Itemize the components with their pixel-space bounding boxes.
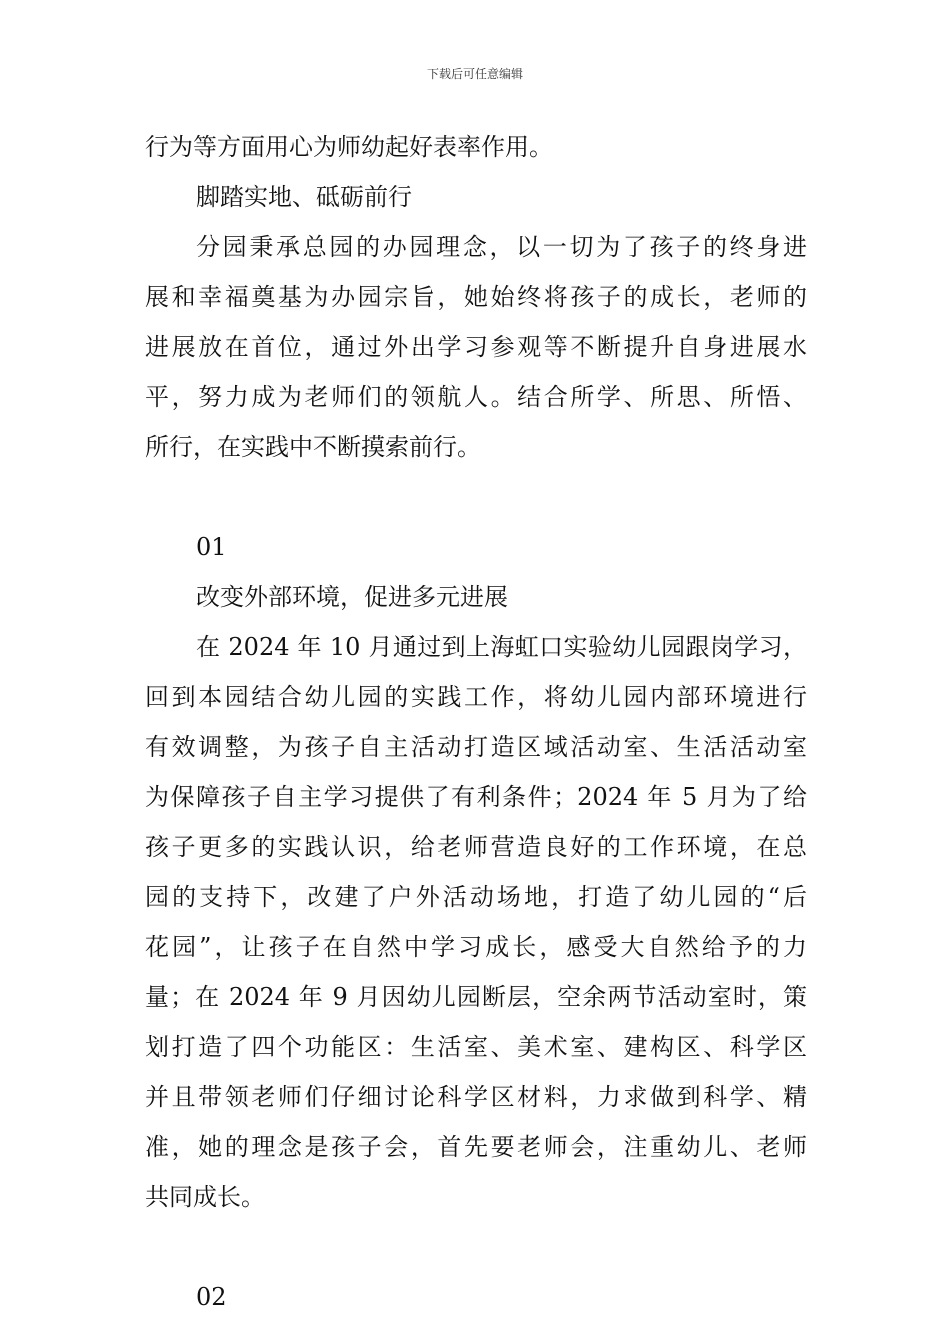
- text-line: 回到本园结合幼儿园的实践工作，将幼儿园内部环境进行: [145, 683, 807, 711]
- section-number: 01: [196, 533, 227, 561]
- text-line: 进展放在首位，通过外出学习参观等不断提升自身进展水: [145, 333, 807, 361]
- section-number: 02: [196, 1283, 227, 1311]
- text-line: 分园秉承总园的办园理念，以一切为了孩子的终身进: [196, 233, 807, 261]
- document-body: [145, 122, 807, 1322]
- section-heading: 脚踏实地、砥砺前行: [196, 183, 412, 211]
- text-line: 园的支持下，改建了户外活动场地，打造了幼儿园的“后: [145, 883, 807, 911]
- page-header-note: 下载后可任意编辑: [426, 67, 523, 81]
- text-line: 展和幸福奠基为办园宗旨，她始终将孩子的成长，老师的: [145, 283, 807, 311]
- text-line: 花园”，让孩子在自然中学习成长，感受大自然给予的力: [145, 933, 807, 961]
- spacer: [145, 472, 807, 522]
- text-line: 量；在 2024 年 9 月因幼儿园断层，空余两节活动室时，策: [145, 983, 807, 1011]
- text-line: 共同成长。: [145, 1183, 265, 1211]
- spacer: [145, 1222, 807, 1272]
- text-line: 有效调整，为孩子自主活动打造区域活动室、生活活动室: [145, 733, 807, 761]
- text-line: 并且带领老师们仔细讨论科学区材料，力求做到科学、精: [145, 1083, 807, 1111]
- text-line: 孩子更多的实践认识，给老师营造良好的工作环境，在总: [145, 833, 807, 861]
- text-line: 行为等方面用心为师幼起好表率作用。: [145, 133, 553, 161]
- subsection-heading: 改变外部环境，促进多元进展: [196, 583, 508, 611]
- text-line: 所行，在实践中不断摸索前行。: [145, 433, 481, 461]
- text-line: 在 2024 年 10 月通过到上海虹口实验幼儿园跟岗学习，: [196, 633, 807, 661]
- text-line: 准，她的理念是孩子会，首先要老师会，注重幼儿、老师: [145, 1133, 807, 1161]
- text-line: 平，努力成为老师们的领航人。结合所学、所思、所悟、: [145, 383, 807, 411]
- text-line: 为保障孩子自主学习提供了有利条件；2024 年 5 月为了给: [145, 783, 807, 811]
- text-line: 划打造了四个功能区：生活室、美术室、建构区、科学区: [145, 1033, 807, 1061]
